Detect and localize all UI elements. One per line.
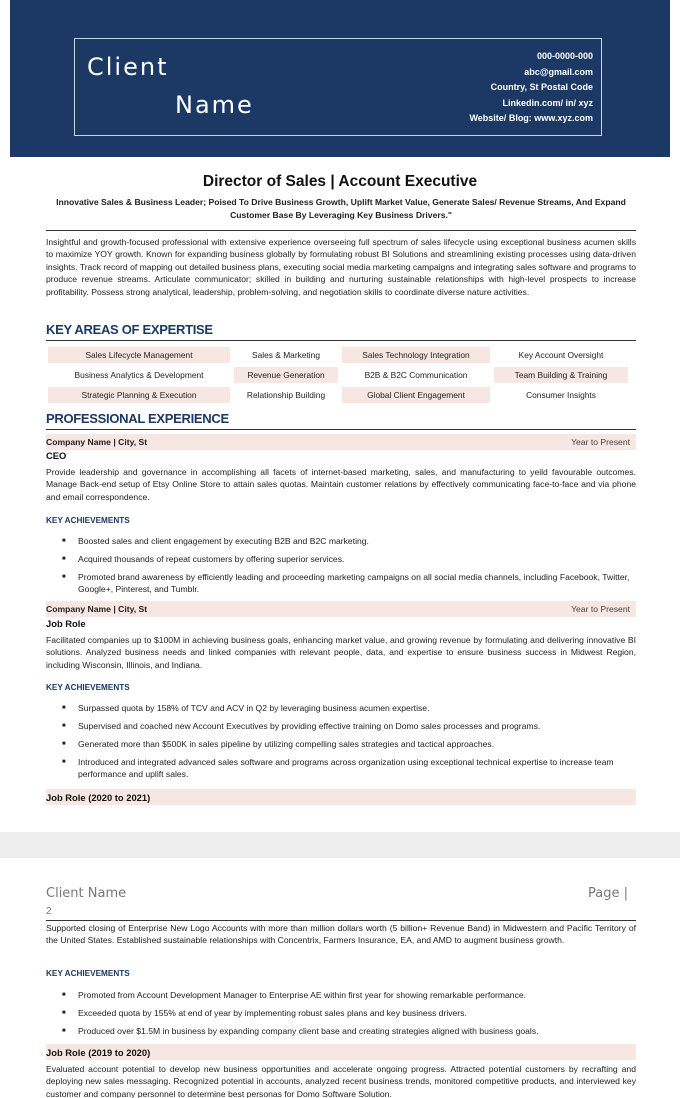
expertise-item: Global Client Engagement [342, 387, 490, 403]
expertise-item: Sales Lifecycle Management [48, 347, 230, 363]
expertise-item: Strategic Planning & Execution [48, 387, 230, 403]
client-last-name: Name [175, 91, 254, 119]
contact-address: Country, St Postal Code [490, 82, 593, 92]
achievement-item: ■ Surpassed quota by 158% of TCV and ACV in Q2 by leveraging business acumen expertise. [62, 702, 636, 714]
client-first-name: Client [87, 53, 169, 81]
achievement-item: ■ Promoted brand awareness by efficiently leading and proceeding marketing campaigns on all social media channels, including Facebook, Twitter, Google+, Pinterest, and Tumblr. [62, 571, 636, 596]
job-title: Director of Sales | Account Executive [202, 173, 478, 190]
company-name: Company Name | City, St [46, 604, 148, 614]
contact-website: Website/ Blog: www.xyz.com [469, 113, 593, 123]
job-dates: Year to Present [571, 437, 630, 447]
page-number: 2 [46, 906, 52, 917]
divider [46, 340, 636, 341]
expertise-item: Key Account Oversight [518, 350, 604, 360]
achievement-item: ■ Introduced and integrated advanced sales software and programs across organization using exceptional technical expertise to increase team performance and uplift sales. [62, 756, 636, 781]
job-role: CEO [46, 450, 67, 461]
job-description: Supported closing of Enterprise New Logo Accounts with more than million dollars worth (5 billion+ Revenue Band) in Midwestern and Pacific Territory of the United States. Established sustainable relationships with Concentrix, Farmers Insurance, EA, and AMD to augment business growth. [46, 923, 636, 946]
key-achievements-label: KEY ACHIEVEMENTS [46, 969, 130, 978]
resume-page-2 [10, 858, 670, 1098]
achievement-list [62, 535, 636, 601]
page-label: Page | [588, 886, 628, 901]
summary-paragraph: Insightful and growth-focused professional with extensive experience overseeing full spectrum of sales lifecycle using exceptional business acumen skills to maximize YOY growth. Known for expanding business globally by formulating robust BI Solutions and streamlining existing processes using data-driven insights. Track record of mapping out detailed business plans, executing social media marketing campaigns and integrating sales software and programs to produce revenue streams. Articulate communicator; skilled in building and nurturing sustainable relationships with high-level prospects to increase profitability. Possess strong analytical, leadership, problem-solving, and negotiation skills to coordinate diverse nature activities. [46, 237, 636, 297]
tagline: Innovative Sales & Business Leader; Poised To Drive Business Growth, Uplift Market Value, Generate Sales/ Revenue Streams, And Expand Customer Base By Leveraging Key Business Drivers." [56, 197, 626, 220]
expertise-item: Consumer Insights [526, 390, 596, 400]
key-achievements-label: KEY ACHIEVEMENTS [46, 516, 130, 525]
achievement-item: ■ Supervised and coached new Account Executives by providing effective training on Domo sales processes and programs. [62, 720, 636, 732]
divider [46, 920, 636, 921]
job-dates: Year to Present [571, 604, 630, 614]
job-role: Job Role (2020 to 2021) [46, 792, 151, 803]
expertise-row [46, 385, 636, 405]
expertise-item: Revenue Generation [234, 367, 338, 383]
header-box [74, 38, 602, 136]
contact-email: abc@gmail.com [524, 66, 593, 77]
expertise-item: B2B & B2C Communication [364, 370, 468, 380]
expertise-item: Business Analytics & Development [74, 370, 204, 380]
achievement-item: ■ Boosted sales and client engagement by executing B2B and B2C marketing. [62, 535, 636, 547]
expertise-item: Sales Technology Integration [342, 347, 490, 363]
job-description: Provide leadership and governance in accomplishing all facets of internet-based marketing, sales, and manufacturing to yeild favourable outcomes. Manage Back-end setup of Etsy Online Store to attain sales quotas. Maintain customer relations by effectively communicating face-to-face and via phone and email correspondence. [46, 467, 636, 502]
expertise-heading: KEY AREAS OF EXPERTISE [46, 322, 213, 337]
job-description: Evaluated account potential to develop new business opportunities and accelerate ongoing progress. Attracted potential customers by recrafting and deploying new sales messaging. Recognized potential in accounts, analyzed recent business trends, monitored competitive products, and interviewed key customer and company personnel to determine best personas for Domo Software Solution. [46, 1064, 636, 1098]
experience-heading: PROFESSIONAL EXPERIENCE [46, 411, 229, 426]
divider [46, 429, 636, 430]
divider [46, 230, 636, 231]
job-role: Job Role [46, 618, 86, 629]
key-achievements-label: KEY ACHIEVEMENTS [46, 683, 130, 692]
resume-page-1 [10, 0, 670, 832]
company-name: Company Name | City, St [46, 437, 148, 447]
header-band [10, 0, 670, 157]
page-break [0, 832, 680, 858]
expertise-grid [46, 345, 636, 405]
expertise-row [46, 365, 636, 385]
achievement-list [62, 702, 636, 786]
achievement-item: ■ Acquired thousands of repeat customers by offering superior services. [62, 553, 636, 565]
page-header-name: Client Name [46, 886, 127, 901]
achievement-item: ■ Produced over $1.5M in business by expanding company client base and creating strategies aligned with business goals. [62, 1025, 636, 1037]
expertise-item: Sales & Marketing [252, 350, 320, 360]
achievement-item: ■ Generated more than $500K in sales pipeline by utilizing compelling sales strategies and tactical approaches. [62, 738, 636, 750]
contact-block [469, 49, 593, 127]
contact-phone: 000-0000-000 [536, 51, 593, 61]
contact-linkedin: Linkedin.com/ in/ xyz [502, 97, 593, 108]
job-description: Facilitated companies up to $100M in achieving business goals, enhancing market value, and growing revenue by formulating and delivering innovative BI solutions. Analyzed business needs and linked companies with relevant people, data, and expertise to ensure business success in Midwest Region, including Wisconsin, Illinois, and Indiana. [46, 635, 636, 670]
expertise-item: Relationship Building [246, 390, 326, 400]
expertise-item: Team Building & Training [494, 367, 628, 383]
achievement-list [62, 989, 636, 1043]
achievement-item: ■ Exceeded quota by 155% at end of year by implementing robust sales plans and key business drivers. [62, 1007, 636, 1019]
expertise-row [46, 345, 636, 365]
achievement-item: ■ Promoted from Account Development Manager to Enterprise AE within first year for showing remarkable performance. [62, 989, 636, 1001]
job-role: Job Role (2019 to 2020) [46, 1047, 151, 1058]
